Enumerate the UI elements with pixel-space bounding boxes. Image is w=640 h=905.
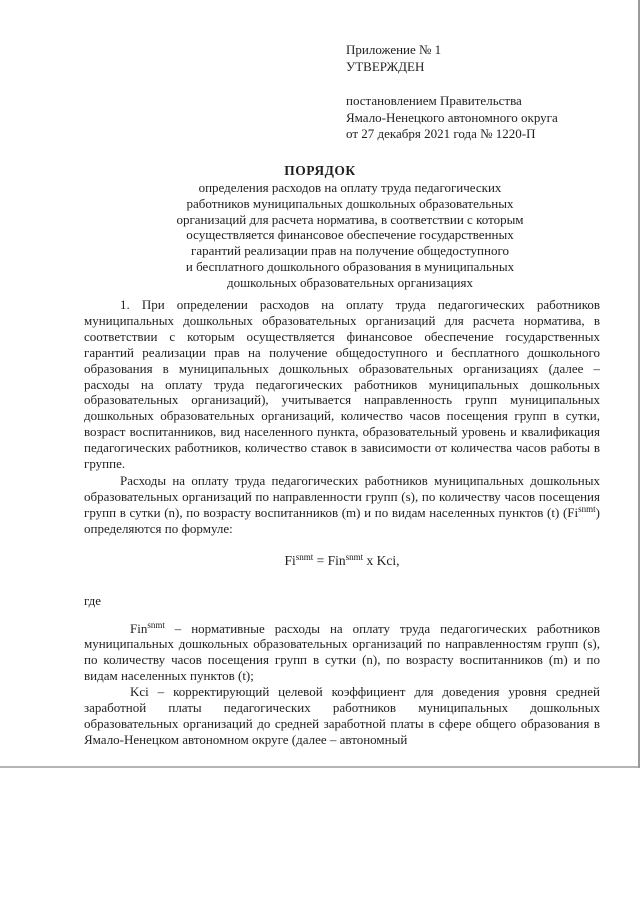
formula: $Fi^{snmt} = Fin^{snmt}$ x Kci, [284, 551, 400, 568]
definition-fin: Fin$^{snmt}$ – нормативные расходы на оплату труда педагогических работников муниципальных дошкольных образовательных организаций по направленностям групп (s), по количеству часов посещения групп в сутки (n), по возрасту воспитанников (m) и по видам населенных пунктов (t); [84, 619, 600, 684]
subtitle-line: организаций для расчета норматива, в соответствии с которым [176, 211, 524, 227]
subtitle-line: и бесплатного дошкольного образования в муниципальных [185, 258, 515, 274]
region-line: Ямало-Ненецкого автономного округа [346, 109, 558, 125]
resolution-date: от 27 декабря 2021 года № 1220-П [346, 126, 536, 141]
approved-label: УТВЕРЖДЕН [346, 58, 425, 74]
subtitle-line: работников муниципальных дошкольных образовательных [186, 195, 514, 211]
blank-area [0, 770, 640, 905]
approval-block [346, 42, 606, 143]
page-edge [0, 766, 640, 768]
where-label: где [84, 592, 102, 608]
appendix-label: Приложение № 1 [346, 42, 442, 57]
document-subtitle [140, 180, 560, 291]
paragraph-2: Расходы на оплату труда педагогических работников муниципальных дошкольных образовательных организаций по направленности групп (s), по количеству часов посещения групп в сутки (n), по возрасту воспитанников (m) и по видам населенных пунктов (t) $(Fi^{snmt})$ определяются по формуле: [84, 472, 600, 536]
paragraph-1: 1. При определении расходов на оплату труда педагогических работников муниципальных дошкольных образовательных организаций для расчета норматива, в соответствии с которым осуществляется финансовое обеспечение государственных гарантий реализации прав на получение общедоступного и бесплатного дошкольного образования в муниципальных дошкольных образовательных организациях (далее – расходы на оплату труда педагогических работников муниципальных дошкольных образовательных организаций), учитывается направленность групп муниципальных дошкольных образовательных организаций, количество часов посещения групп в сутки, возраст воспитанников, вид населенного пункта, образовательный уровень и квалификация педагогических работников, количество ставок в зависимости от количества часов работы в группе. [84, 297, 600, 472]
subtitle-line: гарантий реализации прав на получение общедоступного [191, 243, 509, 259]
subtitle-line: определения расходов на оплату труда педагогических [198, 180, 502, 195]
subtitle-line: осуществляется финансовое обеспечение государственных [186, 227, 514, 243]
resolution-line: постановлением Правительства [346, 93, 522, 108]
document-title: ПОРЯДОК [284, 163, 356, 178]
subtitle-line: дошкольных образовательных организациях [227, 274, 473, 290]
document-body [84, 297, 600, 748]
definition-kci: Kci – корректирующий целевой коэффициент для доведения уровня средней заработной платы педагогических работников муниципальных дошкольных образовательных организаций до средней заработной платы в сфере общего образования в Ямало-Ненецком автономном округе (далее – автономный [84, 684, 600, 747]
